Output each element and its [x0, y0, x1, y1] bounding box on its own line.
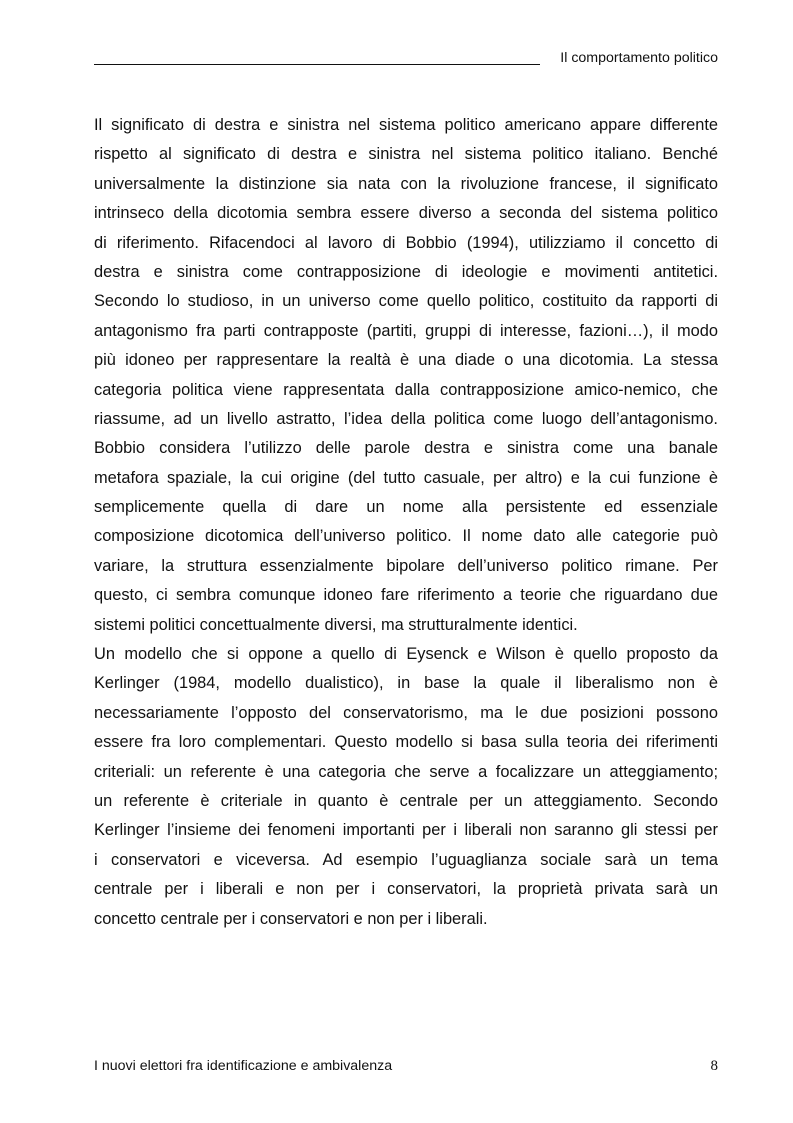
text-line: centrale per i liberali e non per i conservatori, la proprietà privata sarà un — [94, 880, 718, 899]
text-line: riassume, ad un livello astratto, l’idea della politica come luogo dell’antagonismo. — [94, 409, 718, 428]
footer-title: I nuovi elettori fra identificazione e ambivalenza — [94, 1058, 393, 1074]
text-line: Secondo lo studioso, in un universo come quello politico, costituito da rapporti di — [94, 292, 718, 311]
text-line: metafora spaziale, la cui origine (del tutto casuale, per altro) e la cui funzione è — [94, 468, 718, 487]
text-line: intrinseco della dicotomia sembra essere diverso a seconda del sistema politico — [94, 204, 718, 223]
text-line: di riferimento. Rifacendoci al lavoro di Bobbio (1994), utilizziamo il concetto di — [94, 233, 718, 252]
text-line: necessariamente l’opposto del conservatorismo, ma le due posizioni possono — [94, 703, 718, 722]
page-number: 8 — [710, 1058, 718, 1074]
text-line: Bobbio considera l’utilizzo delle parole destra e sinistra come una banale — [94, 439, 718, 458]
text-line: destra e sinistra come contrapposizione di ideologie e movimenti antitetici. — [94, 262, 718, 281]
header-rule — [94, 64, 540, 65]
text-line: concetto centrale per i conservatori e non per i liberali. — [94, 909, 488, 928]
text-line: Un modello che si oppone a quello di Eysenck e Wilson è quello proposto da — [94, 645, 718, 664]
text-line: antagonismo fra parti contrapposte (partiti, gruppi di interesse, fazioni…), il modo — [94, 321, 718, 340]
paragraph-1 — [94, 111, 718, 640]
text-line: variare, la struttura essenzialmente bipolare dell’universo politico rimane. Per — [94, 556, 718, 575]
body-text — [94, 111, 718, 934]
text-line: Kerlinger (1984, modello dualistico), in base la quale il liberalismo non è — [94, 674, 718, 693]
text-line: essere fra loro complementari. Questo modello si basa sulla teoria dei riferimenti — [94, 733, 718, 752]
text-line: Kerlinger l’insieme dei fenomeni importanti per i liberali non saranno gli stessi per — [94, 821, 718, 840]
text-line: i conservatori e viceversa. Ad esempio l’uguaglianza sociale sarà un tema — [94, 850, 718, 869]
running-header-title: Il comportamento politico — [560, 50, 718, 66]
paragraph-2 — [94, 640, 718, 934]
text-line: questo, ci sembra comunque idoneo fare riferimento a teorie che riguardano due — [94, 586, 718, 605]
text-line: universalmente la distinzione sia nata con la rivoluzione francese, il significato — [94, 174, 718, 193]
text-line: Il significato di destra e sinistra nel sistema politico americano appare differente — [94, 116, 718, 134]
text-line: criteriali: un referente è una categoria che serve a focalizzare un atteggiamento; — [94, 762, 718, 781]
text-line: categoria politica viene rappresentata dalla contrapposizione amico-nemico, che — [94, 380, 718, 399]
page-footer — [94, 1056, 718, 1076]
text-line: composizione dicotomica dell’universo politico. Il nome dato alle categorie può — [94, 527, 718, 546]
text-line: un referente è criteriale in quanto è centrale per un atteggiamento. Secondo — [94, 791, 718, 810]
text-line: sistemi politici concettualmente diversi, ma strutturalmente identici. — [94, 615, 578, 634]
page-header — [94, 48, 718, 68]
text-line: semplicemente quella di dare un nome alla persistente ed essenziale — [94, 498, 718, 517]
text-line: più idoneo per rappresentare la realtà è una diade o una dicotomia. La stessa — [94, 351, 718, 370]
text-line: rispetto al significato di destra e sinistra nel sistema politico italiano. Benché — [94, 145, 718, 164]
